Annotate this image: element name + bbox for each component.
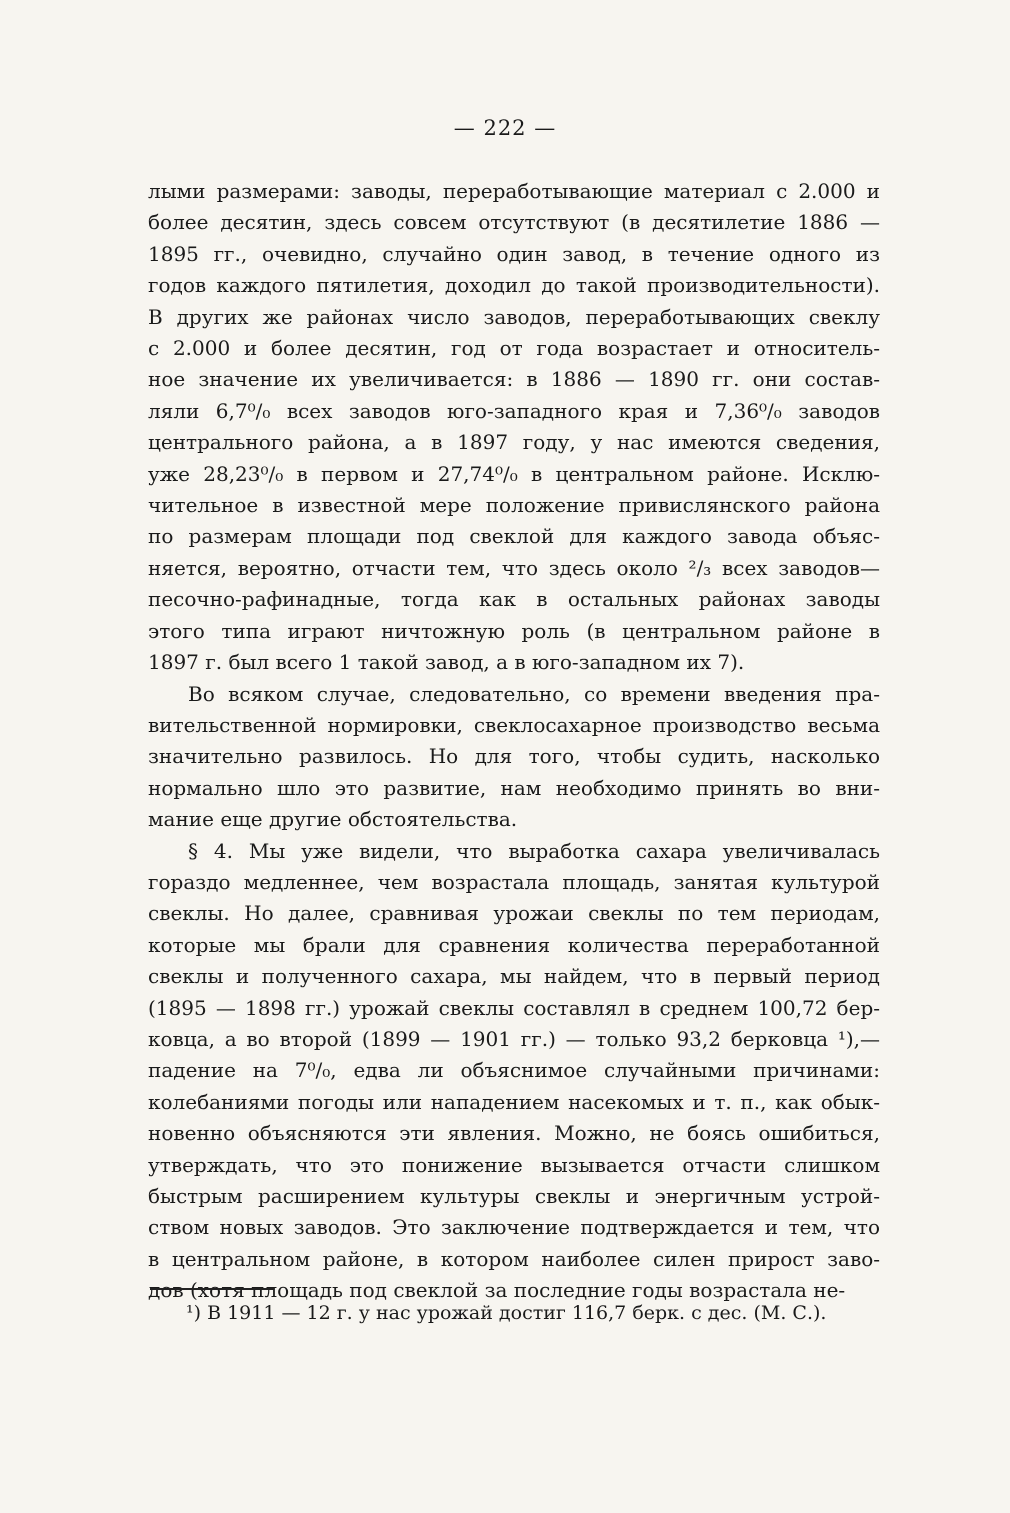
text-line: падение на 7⁰/₀, едва ли объяснимое случайными причинами: — [148, 1058, 880, 1083]
text-line: ное значение их увеличивается: в 1886 — 1890 гг. они состав- — [148, 367, 880, 392]
text-line: няется, вероятно, отчасти тем, что здесь около ²/₃ всех заводов— — [148, 555, 880, 580]
text-line: ством новых заводов. Это заключение подтверждается и тем, что — [148, 1215, 880, 1240]
text-line: ковца, а во второй (1899 — 1901 гг.) — только 93,2 берковца ¹),— — [148, 1026, 880, 1051]
text-line: свеклы. Но далее, сравнивая урожаи свеклы по тем периодам, — [148, 901, 880, 926]
text-line: мание еще другие обстоятельства. — [148, 807, 518, 832]
text-line: утверждать, что это понижение вызывается отчасти слишком — [148, 1152, 880, 1177]
text-line: ляли 6,7⁰/₀ всех заводов юго-западного края и 7,36⁰/₀ заводов — [148, 398, 880, 423]
text-line: значительно развилось. Но для того, чтобы судить, насколько — [148, 744, 880, 769]
text-line: лыми размерами: заводы, переработывающие материал с 2.000 и — [148, 179, 880, 203]
text-line: более десятин, здесь совсем отсутствуют (в десятилетие 1886 — — [148, 210, 880, 235]
text-line: новенно объясняются эти явления. Можно, не боясь ошибиться, — [148, 1121, 880, 1146]
text-line: вительственной нормировки, свеклосахарное производство весьма — [148, 712, 880, 737]
text-line: свеклы и полученного сахара, мы найдем, что в первый период — [148, 964, 880, 989]
text-line: песочно-рафинадные, тогда как в остальных районах заводы — [148, 587, 880, 612]
text-line: с 2.000 и более десятин, год от года возрастает и относитель- — [148, 336, 880, 361]
text-line: 1895 гг., очевидно, случайно один завод, в течение одного из — [148, 241, 880, 266]
text-line: нормально шло это развитие, нам необходимо принять во вни- — [148, 775, 880, 800]
paragraph — [148, 836, 880, 1307]
text-line: колебаниями погоды или нападением насекомых и т. п., как обык- — [148, 1089, 880, 1114]
page-number: — 222 — — [453, 116, 557, 140]
footnote: ¹) В 1911 — 12 г. у нас урожай достиг 116,7 берк. с дес. (М. С.). — [186, 1302, 827, 1324]
text-line: по размерам площади под свеклой для каждого завода объяс- — [148, 524, 880, 549]
text-line: в центральном районе, в котором наиболее силен прирост заво- — [148, 1246, 880, 1271]
text-line: годов каждого пятилетия, доходил до такой производительности). — [148, 273, 880, 298]
footnote-divider — [150, 1288, 274, 1290]
text-line: уже 28,23⁰/₀ в первом и 27,74⁰/₀ в центральном районе. Исклю- — [148, 461, 880, 486]
text-line: § 4. Мы уже видели, что выработка сахара увеличивалась — [188, 838, 880, 863]
text-line: дов (хотя площадь под свеклой за последние годы возрастала не- — [148, 1278, 846, 1303]
text-line: В других же районах число заводов, переработывающих свеклу — [148, 304, 880, 329]
text-line: быстрым расширением культуры свеклы и энергичным устрой- — [148, 1184, 880, 1208]
paragraph — [148, 679, 880, 836]
text-line: центрального района, а в 1897 году, у нас имеются сведения, — [148, 430, 880, 455]
text-line: гораздо медленнее, чем возрастала площадь, занятая культурой — [148, 869, 880, 894]
text-line: которые мы брали для сравнения количества переработанной — [148, 932, 880, 957]
text-line: Во всяком случае, следовательно, со времени введения пра- — [188, 681, 880, 706]
text-line: этого типа играют ничтожную роль (в центральном районе в — [148, 618, 880, 643]
paragraph — [148, 176, 880, 679]
body-text — [148, 176, 880, 1307]
text-line: 1897 г. был всего 1 такой завод, а в юго-западном их 7). — [148, 650, 745, 675]
text-line: (1895 — 1898 гг.) урожай свеклы составлял в среднем 100,72 бер- — [148, 995, 880, 1020]
text-line: чительное в известной мере положение привислянского района — [148, 493, 880, 518]
